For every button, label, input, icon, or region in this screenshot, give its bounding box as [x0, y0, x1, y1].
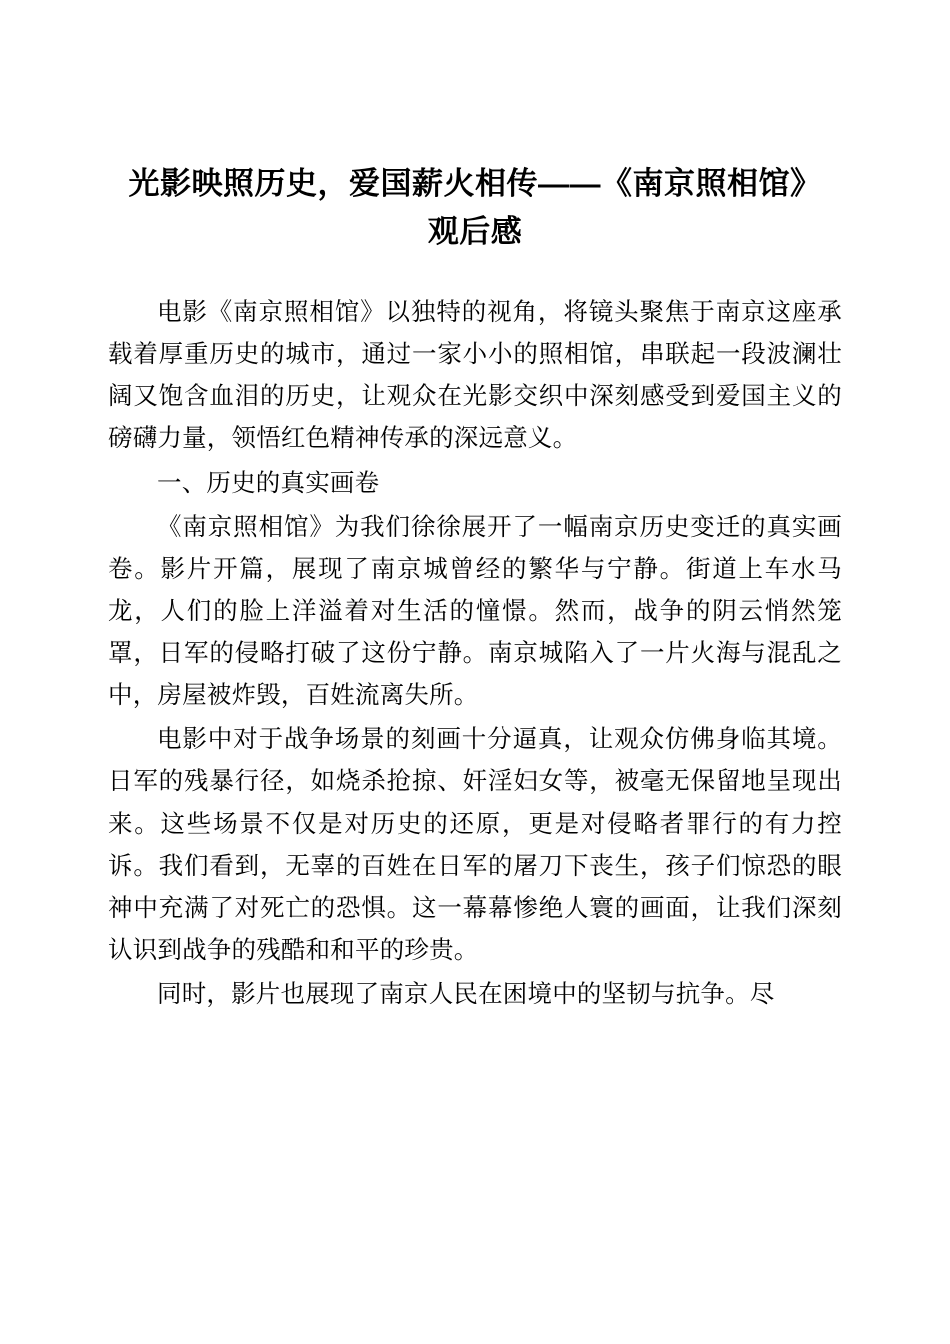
- paragraph-2: 《南京照相馆》为我们徐徐展开了一幅南京历史变迁的真实画卷。影片开篇，展现了南京城曾经的繁华与宁静。街道上车水马龙，人们的脸上洋溢着对生活的憧憬。然而，战争的阴云悄然笼罩，日军的侵略打破了这份宁静。南京城陷入了一片火海与混乱之中，房屋被炸毁，百姓流离失所。: [108, 513, 842, 710]
- paragraph-1: 电影《南京照相馆》以独特的视角，将镜头聚焦于南京这座承载着厚重历史的城市，通过一家小小的照相馆，串联起一段波澜壮阔又饱含血泪的历史，让观众在光影交织中深刻感受到爱国主义的磅礴力量，领悟红色精神传承的深远意义。: [108, 299, 842, 453]
- section-heading-1: 一、历史的真实画卷: [157, 469, 380, 497]
- paragraph-4: 同时，影片也展现了南京人民在困境中的坚韧与抗争。尽: [157, 981, 775, 1009]
- page-title: 光影映照历史，爱国薪火相传——《南京照相馆》观后感: [128, 166, 822, 250]
- paragraph-3: 电影中对于战争场景的刻画十分逼真，让观众仿佛身临其境。日军的残暴行径，如烧杀抢掠、奸淫妇女等，被毫无保留地呈现出来。这些场景不仅是对历史的还原，更是对侵略者罪行的有力控诉。我们看到，无辜的百姓在日军的屠刀下丧生，孩子们惊恐的眼神中充满了对死亡的恐惧。这一幕幕惨绝人寰的画面，让我们深刻认识到战争的残酷和和平的珍贵。: [108, 726, 842, 964]
